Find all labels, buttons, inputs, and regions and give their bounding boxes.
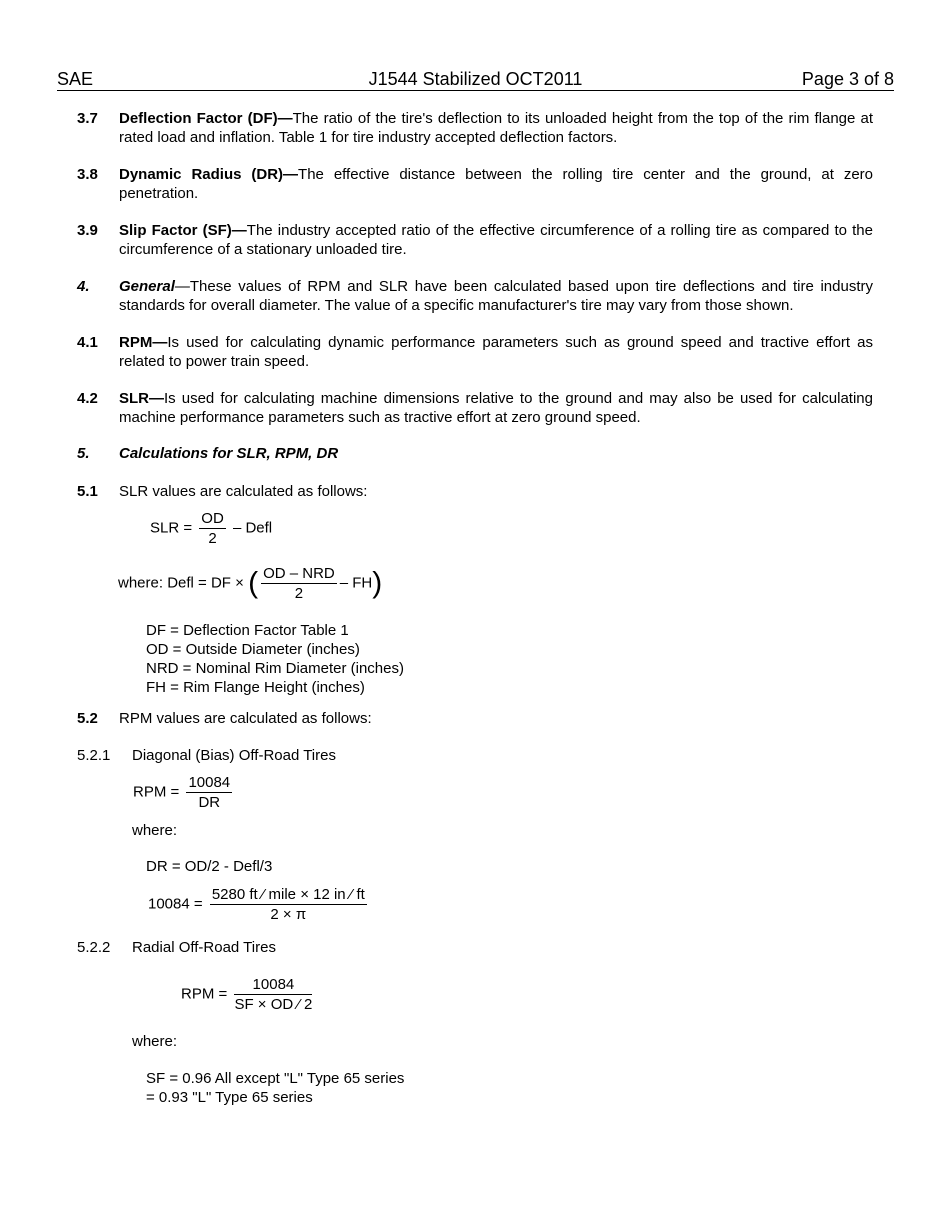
definition-od: OD = Outside Diameter (inches) [146, 641, 360, 658]
definition-nrd: NRD = Nominal Rim Diameter (inches) [146, 660, 404, 677]
fraction: $\frac{10084}{SF \times OD ⁄ 2}$ [234, 976, 313, 1013]
section-4: 4. General—These values of RPM and SLR have been calculated based upon tire deflections and tire industry standards for overall diameter. The value of a specific manufacturer's tire may vary from those shown. [77, 278, 873, 314]
section-3-7: 3.7 Deflection Factor (DF)—The ratio of the tire's deflection to its unloaded height from the top of the rim flange at rated load and inflation. Table 1 for tire industry accepted deflection factors. [77, 110, 873, 146]
dr-definition: DR = OD/2 - Defl/3 [146, 858, 273, 875]
section-5-heading: 5. Calculations for SLR, RPM, DR [77, 445, 339, 462]
formula-defl: where: Defl = DF × ( $\frac{\text{OD – NRD}}{2}$ – FH) [118, 565, 383, 602]
section-5-1: 5.1 SLR values are calculated as follows: [77, 483, 368, 500]
header-org: SAE [57, 69, 94, 89]
section-4-2: 4.2 SLR—Is used for calculating machine dimensions relative to the ground and may also be used for calculating machine performance parameters such as tractive effort at zero ground speed. [77, 390, 873, 426]
sf-definition-2: = 0.93 "L" Type 65 series [146, 1089, 313, 1106]
variable-definitions [146, 621, 404, 697]
sf-definitions [146, 1069, 404, 1107]
section-4-1: 4.1 RPM—Is used for calculating dynamic performance parameters such as ground speed and tractive effort as related to power train speed. [77, 334, 873, 370]
fraction: $\frac{\text{5280 ft ⁄ mile × 12 in ⁄ ft}}{2 \times \pi}$ [211, 886, 365, 923]
fraction: $\frac{OD}{2}$ [201, 510, 224, 547]
sf-definition-1: SF = 0.96 All except "L" Type 65 series [146, 1070, 405, 1087]
section-5-2-1: 5.2.1 Diagonal (Bias) Off-Road Tires [77, 747, 336, 764]
section-3-9: 3.9 Slip Factor (SF)—The industry accepted ratio of the effective circumference of a rolling tire as compared to the circumference of a stationary unloaded tire. [77, 222, 873, 258]
header-page-number: Page 3 of 8 [801, 69, 894, 89]
formula-rpm-bias: RPM = $\frac{10084}{DR}$ [133, 774, 231, 811]
fraction: $\frac{\text{OD – NRD}}{2}$ [263, 565, 335, 602]
fraction: $\frac{10084}{DR}$ [188, 774, 231, 811]
definition-df: DF = Deflection Factor Table 1 [146, 622, 349, 639]
page-header [57, 68, 894, 91]
definition-fh: FH = Rim Flange Height (inches) [146, 679, 365, 696]
where-label-2: where: [132, 1033, 178, 1050]
section-3-8: 3.8 Dynamic Radius (DR)—The effective distance between the rolling tire center and the ground, at zero penetration. [77, 166, 873, 202]
where-label-1: where: [132, 822, 178, 839]
formula-slr: SLR = $\frac{OD}{2}$ – Defl [150, 510, 273, 547]
formula-rpm-radial: RPM = $\frac{10084}{SF \times OD ⁄ 2}$ [181, 976, 313, 1013]
header-doc-id: J1544 Stabilized OCT2011 [368, 69, 583, 89]
section-5-2-2: 5.2.2 Radial Off-Road Tires [77, 939, 276, 956]
formula-constant: 10084 = $\frac{\text{5280 ft ⁄ mile × 12 in ⁄ ft}}{2 \times \pi}$ [148, 886, 365, 923]
section-5-2: 5.2 RPM values are calculated as follows: [77, 710, 372, 727]
